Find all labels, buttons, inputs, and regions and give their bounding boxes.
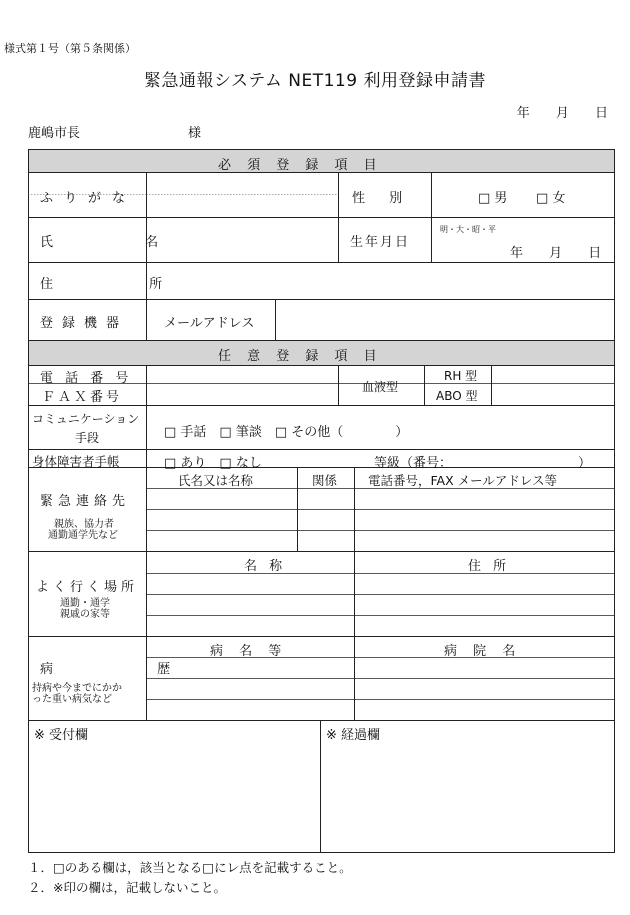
name-label: 氏 名: [40, 235, 203, 250]
frequent-places-label: よく行く場所: [36, 580, 139, 595]
medical-history-note-line2: った重い病気など: [32, 694, 112, 705]
medical-history-label: 病 歴: [40, 662, 221, 677]
medical-history-note-line1: 持病や今までにかか: [32, 683, 122, 694]
furigana-label: ふりがな: [40, 191, 137, 206]
disability-grade-label: 等級（番号：: [374, 456, 453, 471]
reception-box-label: ※ 受付欄: [34, 728, 89, 743]
required-section-heading: 必 須 登 録 項 目: [218, 158, 383, 173]
form-number: 様式第１号（第５条関係）: [4, 42, 136, 55]
history-col-hospital: 病 院 名: [444, 644, 522, 659]
emergency-col-relation: 関係: [312, 473, 338, 488]
gender-option-male[interactable]: □ 男: [478, 191, 508, 206]
addressee-name: 鹿嶋市長: [28, 126, 81, 141]
places-col-name: 名 称: [244, 559, 287, 574]
emergency-col-contact: 電話番号，FAX メールアドレス等: [368, 473, 558, 488]
communication-options[interactable]: □ 手話 □ 筆談 □ その他（ ）: [164, 425, 409, 440]
emergency-contact-note-line1: 親族、協力者: [54, 519, 114, 530]
communication-label-line2: 手段: [75, 431, 100, 445]
disability-grade-close: ）: [578, 456, 592, 471]
history-col-disease: 病 名 等: [210, 644, 288, 659]
frequent-places-note-line1: 通勤・通学: [60, 598, 110, 609]
page-title: 緊急通報システム NET119 利用登録申請書: [144, 71, 486, 91]
application-date[interactable]: 年 月 日: [516, 106, 608, 121]
era-hint: 明・大・昭・平: [440, 225, 496, 234]
address-label: 住 所: [40, 277, 209, 292]
emergency-col-name: 氏名又は名称: [178, 473, 254, 488]
communication-label-line1: コミュニケーション: [32, 412, 140, 426]
gender-label: 性 別: [352, 191, 413, 206]
blood-type-label: 血液型: [362, 380, 399, 394]
birthdate-label: 生年月日: [350, 235, 411, 250]
note-item: １．□のある欄は，該当となる□にレ点を記載すること。: [28, 860, 352, 875]
places-col-address: 住 所: [468, 559, 511, 574]
emergency-contact-label: 緊急連絡先: [40, 494, 131, 509]
device-label: 登録機器: [40, 316, 129, 331]
gender-option-female[interactable]: □ 女: [536, 191, 566, 206]
abo-type-label: ABO 型: [436, 389, 478, 403]
emergency-contact-note-line2: 通勤通学先など: [48, 530, 118, 541]
email-label: メールアドレス: [164, 316, 255, 331]
rh-type-label: RH 型: [444, 369, 478, 383]
notes: [28, 858, 352, 898]
birthdate-fields[interactable]: 年 月 日: [510, 246, 602, 261]
addressee-honorific: 様: [188, 126, 202, 141]
phone-label: 電 話 番 号: [40, 371, 133, 386]
disability-label: 身体障害者手帳: [32, 454, 120, 469]
fax-label: ＦＡＸ番号: [42, 390, 123, 405]
disability-options[interactable]: □ あり □ なし: [164, 456, 262, 471]
note-item: ２．※印の欄は，記載しないこと。: [28, 880, 226, 895]
frequent-places-note-line2: 親戚の家等: [60, 609, 110, 620]
progress-box-label: ※ 経過欄: [326, 728, 381, 743]
optional-section-heading: 任 意 登 録 項 目: [218, 349, 383, 364]
